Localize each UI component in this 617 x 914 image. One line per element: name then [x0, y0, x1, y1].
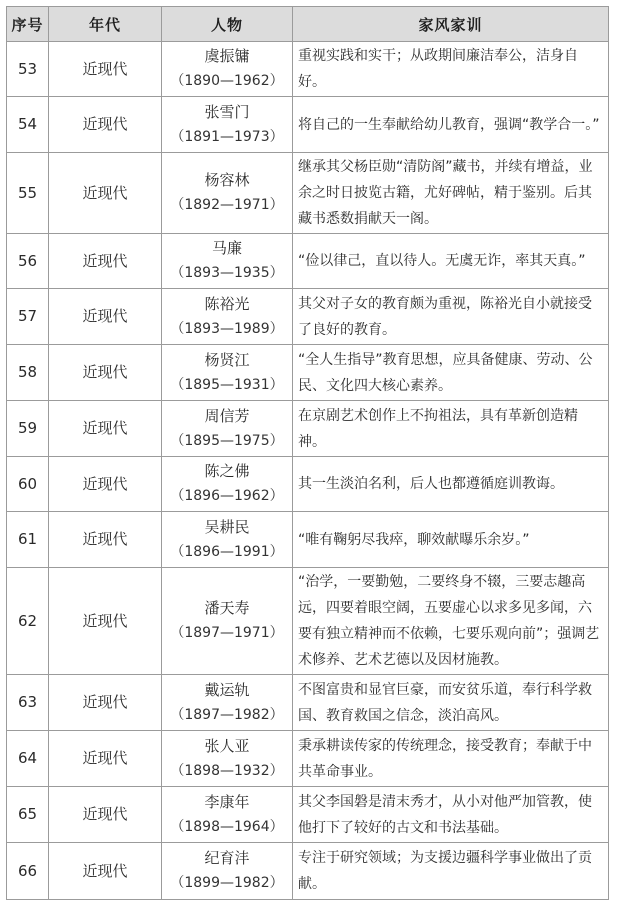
person-years: （1897—1982） [170, 706, 284, 723]
person-name: 戴运轨 [204, 680, 250, 699]
person-years: （1896—1991） [170, 543, 284, 560]
cell-era: 近现代 [49, 843, 162, 900]
person-years: （1893—1989） [170, 320, 284, 337]
person-years: （1898—1932） [170, 762, 284, 779]
table-row [7, 97, 609, 153]
person-years: （1892—1971） [170, 197, 284, 213]
person-name: 陈之佛 [204, 462, 250, 480]
cell-era: 近现代 [49, 97, 162, 153]
cell-person [162, 512, 293, 568]
person-years: （1895—1931） [170, 376, 284, 393]
cell-person [162, 787, 293, 843]
cell-motto: 其父李国磐是清末秀才，从小对他严加管教，使他打下了较好的古文和书法基础。 [293, 787, 609, 843]
person-name: 马廉 [211, 239, 242, 257]
person-name: 虞振镛 [204, 47, 250, 65]
person-name: 纪育沣 [204, 849, 250, 867]
cell-motto: “俭以律己，直以待人。无虞无诈，率其天真。” [293, 234, 609, 289]
table-header [7, 7, 609, 42]
header-motto: 家风家训 [293, 7, 609, 42]
cell-motto: “全人生指导”教育思想，应具备健康、劳动、公民、文化四大核心素养。 [293, 345, 609, 401]
table-row [7, 787, 609, 843]
cell-era: 近现代 [49, 345, 162, 401]
table-row [7, 42, 609, 97]
person-name: 杨贤江 [204, 350, 250, 369]
cell-no: 59 [7, 401, 49, 457]
cell-motto: 重视实践和实干；从政期间廉洁奉公，洁身自好。 [293, 42, 609, 97]
cell-era: 近现代 [49, 457, 162, 512]
cell-era: 近现代 [49, 42, 162, 97]
cell-no: 54 [7, 97, 49, 153]
cell-no: 58 [7, 345, 49, 401]
person-years: （1897—1971） [170, 625, 284, 641]
person-years: （1890—1962） [170, 73, 284, 89]
cell-era: 近现代 [49, 401, 162, 457]
person-years: （1891—1973） [170, 128, 284, 145]
person-name: 张雪门 [204, 102, 250, 121]
family-motto-table [6, 6, 609, 900]
cell-person [162, 345, 293, 401]
cell-no: 61 [7, 512, 49, 568]
table-row [7, 457, 609, 512]
person-name: 张人亚 [204, 736, 250, 755]
cell-era: 近现代 [49, 731, 162, 787]
cell-era: 近现代 [49, 568, 162, 675]
cell-no: 57 [7, 289, 49, 345]
cell-person [162, 568, 293, 675]
table-row [7, 843, 609, 900]
cell-era: 近现代 [49, 675, 162, 731]
table-row [7, 345, 609, 401]
cell-no: 60 [7, 457, 49, 512]
cell-person [162, 97, 293, 153]
cell-no: 62 [7, 568, 49, 675]
person-name: 吴耕民 [204, 517, 250, 536]
cell-person [162, 843, 293, 900]
cell-person [162, 731, 293, 787]
cell-no: 63 [7, 675, 49, 731]
cell-person [162, 457, 293, 512]
cell-no: 65 [7, 787, 49, 843]
cell-era: 近现代 [49, 787, 162, 843]
table-row [7, 153, 609, 234]
person-years: （1899—1982） [170, 875, 284, 891]
cell-motto: 继承其父杨臣勋“清防阁”藏书，并续有增益，业余之时日披览古籍，尤好碑帖，精于鉴别。后其藏书悉数捐献天一阁。 [293, 153, 609, 234]
cell-era: 近现代 [49, 512, 162, 568]
cell-person [162, 289, 293, 345]
cell-person [162, 401, 293, 457]
cell-person [162, 153, 293, 234]
cell-person [162, 234, 293, 289]
table-row [7, 234, 609, 289]
table-row [7, 731, 609, 787]
table-row [7, 675, 609, 731]
cell-no: 53 [7, 42, 49, 97]
cell-motto: 不图富贵和显官巨豪，而安贫乐道，奉行科学救国、教育救国之信念，淡泊高风。 [293, 675, 609, 731]
person-name: 杨容林 [204, 171, 250, 189]
table-row [7, 289, 609, 345]
cell-motto: 将自己的一生奉献给幼儿教育，强调“教学合一。” [293, 97, 609, 153]
header-person: 人物 [162, 7, 293, 42]
person-years: （1893—1935） [170, 265, 284, 281]
cell-person [162, 42, 293, 97]
header-row [7, 7, 609, 42]
cell-no: 64 [7, 731, 49, 787]
cell-motto: 其一生淡泊名利，后人也都遵循庭训教诲。 [293, 457, 609, 512]
cell-motto: 其父对子女的教育颇为重视，陈裕光自小就接受了良好的教育。 [293, 289, 609, 345]
cell-no: 66 [7, 843, 49, 900]
cell-era: 近现代 [49, 289, 162, 345]
cell-motto: 专注于研究领域；为支援边疆科学事业做出了贡献。 [293, 843, 609, 900]
header-era: 年代 [49, 7, 162, 42]
table-body [7, 42, 609, 900]
table-row [7, 568, 609, 675]
cell-motto: 在京剧艺术创作上不拘祖法，具有革新创造精神。 [293, 401, 609, 457]
table-container [6, 6, 609, 900]
cell-era: 近现代 [49, 153, 162, 234]
table-row [7, 401, 609, 457]
cell-person [162, 675, 293, 731]
person-name: 李康年 [204, 792, 250, 811]
person-years: （1895—1975） [170, 432, 284, 449]
person-years: （1896—1962） [170, 488, 284, 504]
cell-motto: “治学，一要勤勉，二要终身不辍，三要志趣高远，四要着眼空阔，五要虚心以求多见多闻，六要有独立精神而不依赖，七要乐观向前”；强调艺术修养、艺术艺德以及因材施教。 [293, 568, 609, 675]
person-name: 陈裕光 [204, 294, 250, 313]
header-no: 序号 [7, 7, 49, 42]
person-name: 潘天寿 [204, 599, 250, 617]
table-row [7, 512, 609, 568]
person-name: 周信芳 [204, 406, 250, 425]
person-years: （1898—1964） [170, 818, 284, 835]
cell-no: 55 [7, 153, 49, 234]
cell-motto: 秉承耕读传家的传统理念，接受教育；奉献于中共革命事业。 [293, 731, 609, 787]
cell-motto: “唯有鞠躬尽我瘁，聊效献曝乐余岁。” [293, 512, 609, 568]
cell-no: 56 [7, 234, 49, 289]
cell-era: 近现代 [49, 234, 162, 289]
